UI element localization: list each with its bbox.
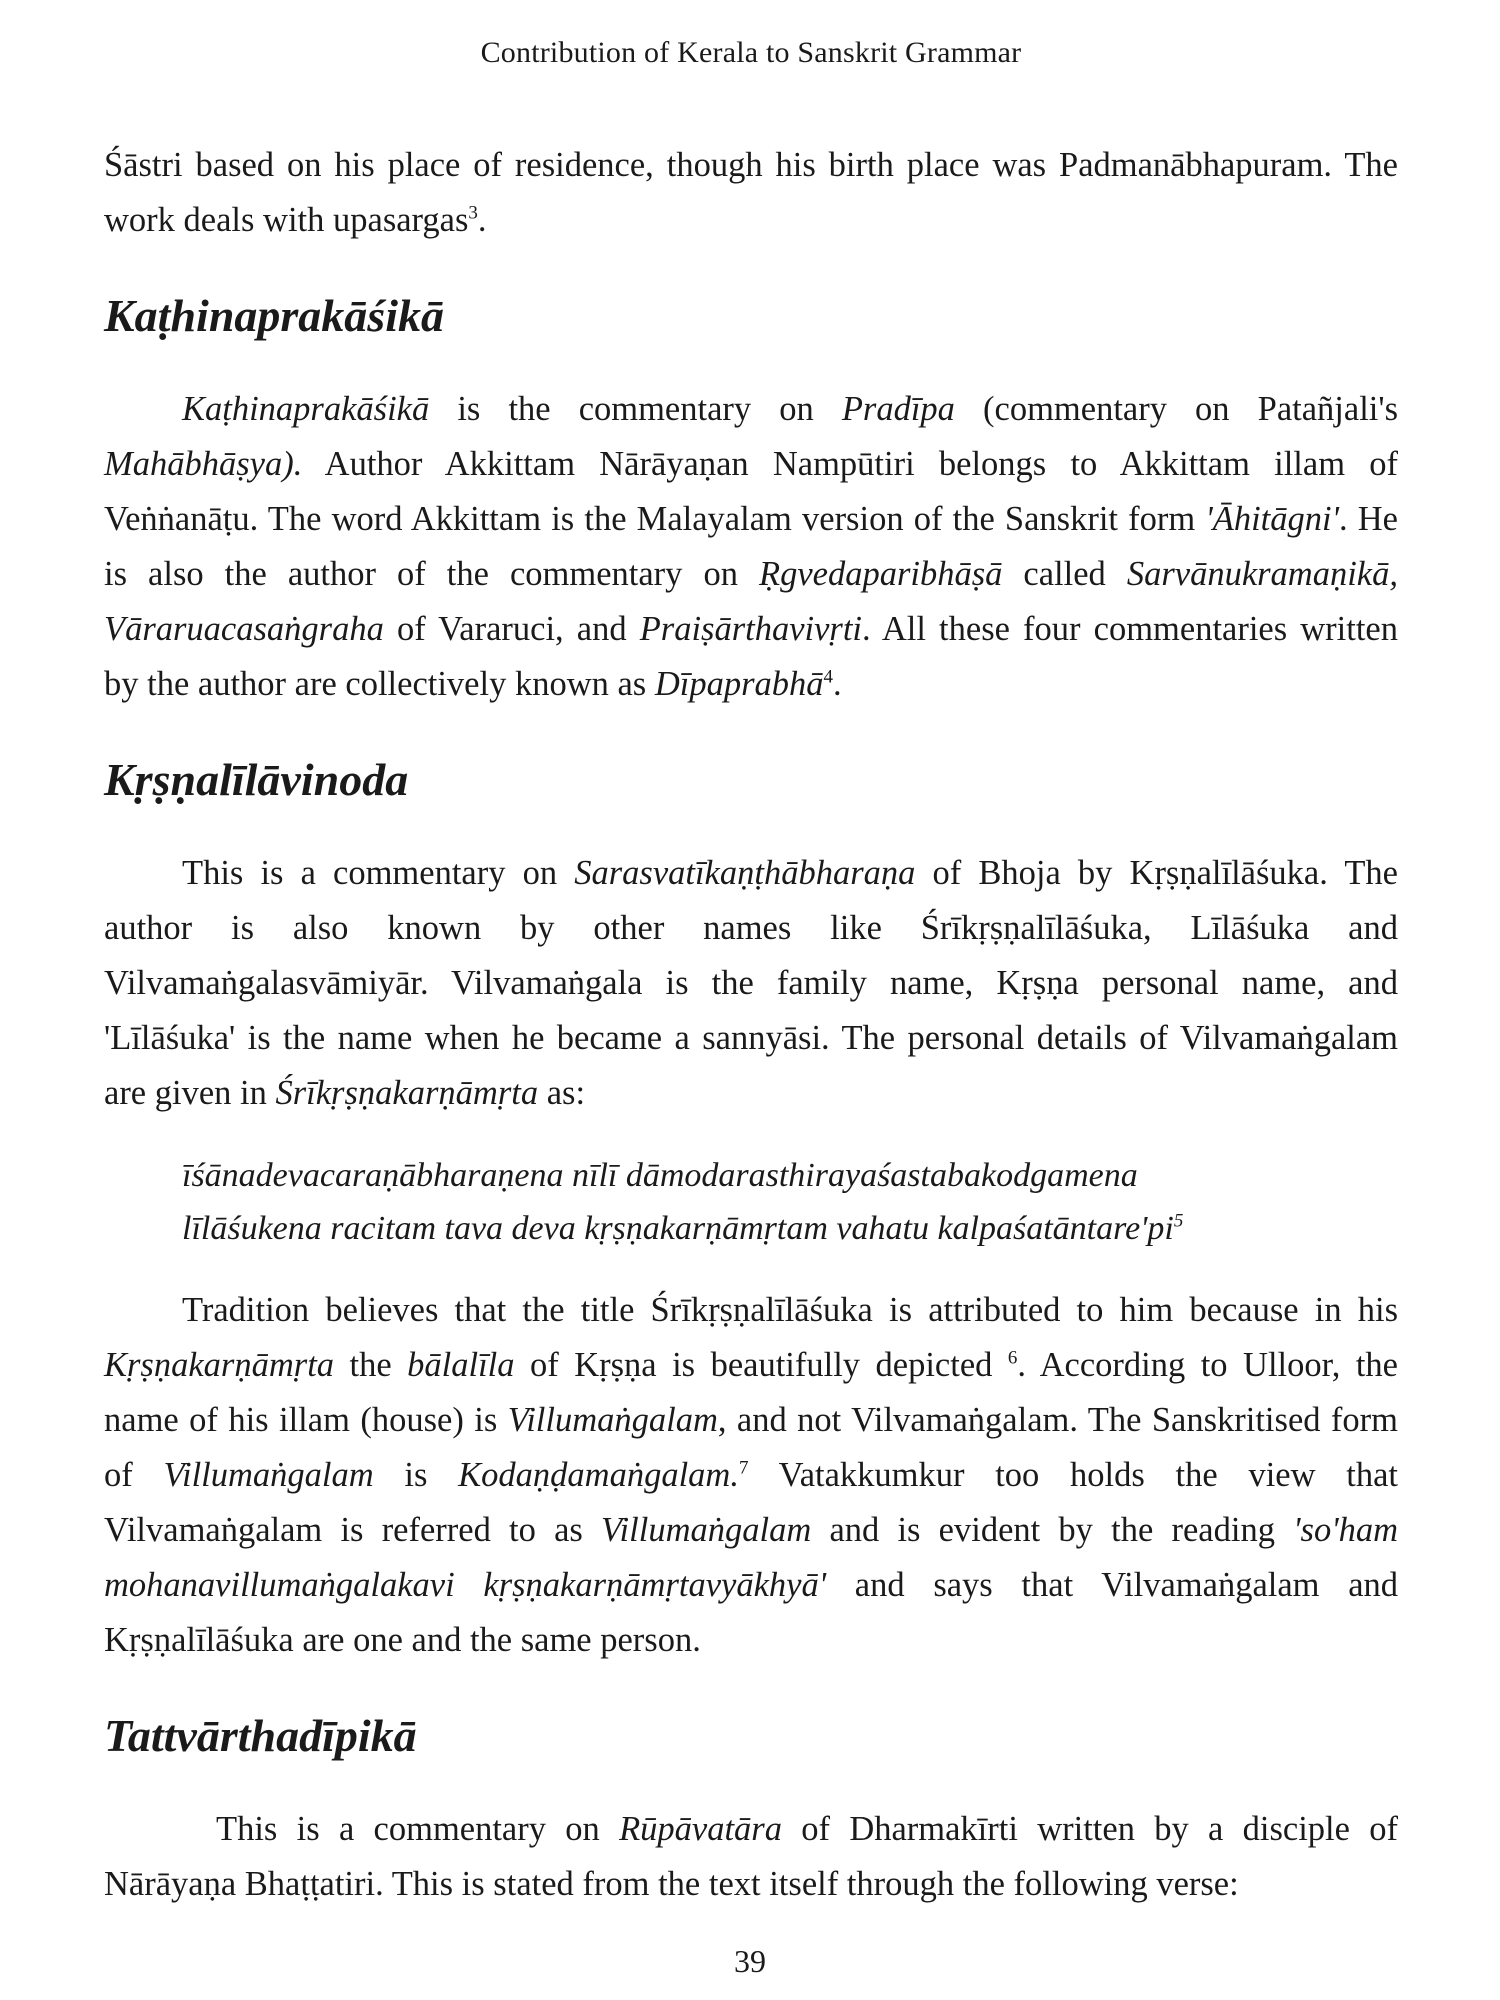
text: of Dharmakīrti written by a disciple of Nārāyaṇa Bhaṭṭatiri. This is stated from the text itself through the following verse: (104, 1810, 1398, 1903)
running-head: Contribution of Kerala to Sanskrit Grammar (480, 36, 1022, 69)
krsnalilavinoda-paragraph-2 (104, 1283, 1398, 1668)
work-title: Sarvānukramaṇikā, Vāraruacasaṅgraha (104, 555, 1398, 648)
work-title: Rūpāvatāra (619, 1810, 782, 1848)
footnote-ref-4: 4 (823, 666, 834, 688)
work-title: Praiṣārthavivṛti (639, 610, 863, 648)
work-title: Mahābhāṣya). (104, 445, 303, 483)
footnote-ref-7: 7 (738, 1457, 749, 1479)
text: as: (538, 1074, 586, 1112)
text: Tradition believes that the title Śrīkṛṣṇalīlāśuka is attributed to him because in his (182, 1291, 1398, 1329)
text: of Vararuci, and (383, 610, 640, 648)
text: of Kṛṣṇa is beautifully depicted (514, 1346, 1008, 1384)
krsnalilavinoda-paragraph-1 (104, 846, 1398, 1121)
section-heading-krsnalilavinoda: Kṛṣṇalīlāvinoda (104, 754, 409, 805)
sanskrit-term: bālalīla (407, 1346, 515, 1384)
footnote-ref-5: 5 (1173, 1210, 1184, 1232)
work-title: Pradīpa (841, 390, 955, 428)
text: . He is also the author of the commentary on (104, 500, 1398, 593)
text: (commentary on Patañjali's (954, 390, 1399, 428)
text: . According to Ulloor, the name of his illam (house) is (104, 1346, 1398, 1439)
work-title: Kaṭhinaprakāśikā (182, 390, 430, 428)
text: the (334, 1346, 408, 1384)
work-title: Śrīkṛṣṇakarṇāmṛta (275, 1074, 539, 1112)
text: and says that Vilvamaṅgalam and Kṛṣṇalīlāśuka are one and the same person. (104, 1566, 1399, 1659)
text: This is a commentary on (216, 1810, 620, 1848)
sanskrit-term: 'Āhitāgni' (1205, 500, 1339, 538)
intro-end: . (477, 201, 487, 239)
text: is the commentary on (429, 390, 842, 428)
text: of Bhoja by Kṛṣṇalīlāśuka. The author is also known by other names like Śrīkṛṣṇalīlāśuka, Līlāśuka and Vilvamaṅgalasvāmiyār. Vilvamaṅgala is the family name, Kṛṣṇa personal name, and 'Līlāśuka' is the name when he became a sannyāsi. The personal details of Vilvamaṅgalam are given in (104, 854, 1398, 1112)
tattvarthadipika-paragraph (104, 1802, 1398, 1912)
work-title: Dīpaprabhā (654, 665, 824, 703)
place-name: Villumaṅgalam (507, 1401, 718, 1439)
place-name: Villumaṅgalam (163, 1456, 374, 1494)
text: This is a commentary on (182, 854, 575, 892)
footnote-ref-6: 6 (1007, 1347, 1018, 1369)
verse-line-2 (182, 1202, 1398, 1255)
place-name: Villumaṅgalam (601, 1511, 812, 1549)
text: called (1002, 555, 1127, 593)
section-heading-kathinaprakasika: Kaṭhinaprakāśikā (104, 290, 444, 341)
text: Vatakkumkur too holds the view that Vilvamaṅgalam is referred to as (104, 1456, 1398, 1549)
intro-text: Śāstri based on his place of residence, though his birth place was Padmanābhapuram. The work deals with upasargas (104, 146, 1398, 239)
place-name: Kodaṇḍamaṅgalam. (458, 1456, 739, 1494)
verse-line-1: īśānadevacaraṇābharaṇena nīlī dāmodarasthirayaśastabakodgamena (182, 1157, 1138, 1194)
work-title: Kṛṣṇakarṇāmṛta (104, 1346, 335, 1384)
text: is (373, 1456, 459, 1494)
work-title: Sarasvatīkaṇṭhābharaṇa (574, 854, 916, 892)
work-title: Ṛgvedaparibhāṣā (759, 555, 1003, 593)
text: , and not Vilvamaṅgalam. The Sanskritised form of (104, 1401, 1398, 1494)
quoted-reading: 'so'ham mohanavillumaṅgalakavi kṛṣṇakarṇāmṛtavyākhyā' (104, 1511, 1399, 1604)
kathinaprakasika-paragraph (104, 382, 1398, 712)
intro-paragraph (104, 138, 1398, 248)
sanskrit-verse (104, 1149, 1398, 1255)
verse-line-2-text: līlāśukena racitam tava deva kṛṣṇakarṇāmṛtam vahatu kalpaśatāntare'pi (182, 1210, 1174, 1247)
text: . All these four commentaries written by the author are collectively known as (104, 610, 1398, 703)
footnote-ref-3: 3 (468, 202, 478, 224)
text: . (833, 665, 842, 703)
text: and is evident by the reading (811, 1511, 1294, 1549)
page-number: 39 (734, 1943, 766, 1979)
text: Author Akkittam Nārāyaṇan Nampūtiri belongs to Akkittam illam of Veṅṅanāṭu. The word Akkittam is the Malayalam version of the Sanskrit form (104, 445, 1398, 538)
section-heading-tattvarthadipika: Tattvārthadīpikā (104, 1710, 417, 1761)
